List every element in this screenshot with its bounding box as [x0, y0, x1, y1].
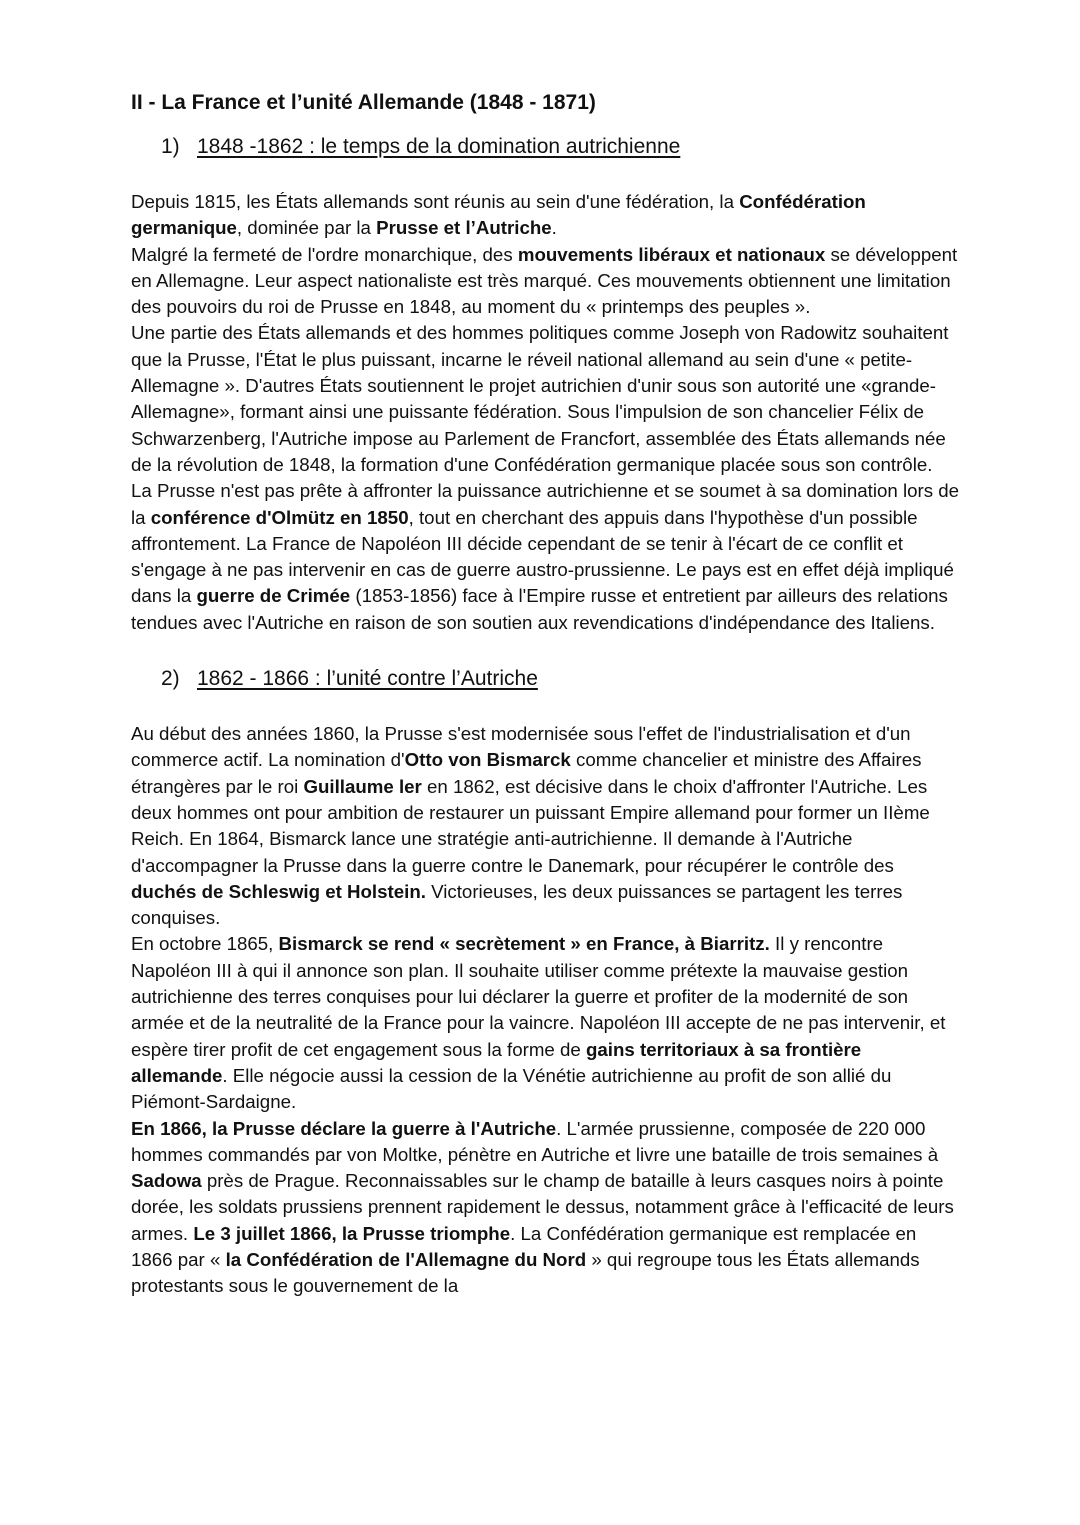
text-run: (1853-1856) face à l'Empire russe et entretient par ailleurs des relations tendues avec l'Autriche en raison de son soutien aux revendications d'indépendance des Italiens.	[131, 585, 948, 633]
text-run: . L'armée prussienne, composée de 220 000 hommes commandés par von Moltke, pénètre en Autriche et livre une bataille de trois semaines à	[131, 1117, 939, 1165]
bold-text: Otto von Bismarck	[404, 749, 571, 771]
section-2-number: 2)	[161, 667, 180, 691]
text-run: , dominée par la	[236, 217, 377, 239]
section-2-heading	[131, 664, 961, 694]
bold-text: En 1866, la Prusse déclare la guerre à l'Autriche	[131, 1117, 557, 1139]
text-run: près de Prague. Reconnaissables sur le champ de bataille à leurs casques noirs à pointe dorée, les soldats prussiens prennent rapidement le dessus, notamment grâce à l'efficacité de leurs armes.	[131, 1170, 954, 1244]
text-run: Une partie des États allemands et des hommes politiques comme Joseph von Radowitz souhaitent que la Prusse, l'État le plus puissant, incarne le réveil national allemand au sein d'une « petite-Allemagne ». D'autres États soutiennent le projet autrichien d'unir sous son autorité une «grande-Allemagne», formant ainsi une puissante fédération. Sous l'impulsion de son chancelier Félix de Schwarzenberg, l'Autriche impose au Parlement de Francfort, assemblée des États allemands née de la révolution de 1848, la formation d'une Confédération germanique placée sous son contrôle.	[131, 322, 949, 475]
bold-text: Sadowa	[131, 1170, 202, 1192]
bold-text: gains territoriaux à sa frontière allemande	[131, 1038, 862, 1086]
text-run: comme chancelier et ministre des Affaires étrangères par le roi	[131, 749, 922, 797]
text-run: La Prusse n'est pas prête à affronter la puissance autrichienne et se soumet à sa domination lors de la	[131, 480, 960, 528]
bold-text: Le 3 juillet 1866, la Prusse triomphe	[193, 1222, 511, 1244]
bold-text: conférence d'Olmütz en 1850	[150, 506, 409, 528]
bold-text: la Confédération de l'Allemagne du Nord	[225, 1248, 587, 1270]
text-run: se développent en Allemagne. Leur aspect nationaliste est très marqué. Ces mouvements obtiennent une limitation des pouvoirs du roi de Prusse en 1848, au moment du « printemps des peuples ».	[131, 243, 958, 318]
section-2-body	[131, 721, 961, 1300]
text-run: » qui regroupe tous les États allemands protestants sous le gouvernement de la	[131, 1248, 920, 1297]
paragraph	[131, 478, 961, 636]
section-1-number: 1)	[161, 135, 180, 158]
bold-text: Bismarck se rend « secrètement » en France, à Biarritz.	[278, 933, 770, 955]
text-run: Au début des années 1860, la Prusse s'est modernisée sous l'effet de l'industrialisation et d'un commerce actif. La nomination d'	[131, 723, 911, 771]
paragraph	[131, 189, 961, 242]
text-run: Victorieuses, les deux puissances se partagent les terres conquises.	[131, 880, 903, 929]
section-1-body	[131, 189, 961, 636]
bold-text: duchés de Schleswig et Holstein.	[131, 880, 426, 902]
section-1-title: 1848 -1862 : le temps de la domination autrichienne	[197, 135, 681, 158]
bold-text: Confédération germanique	[131, 191, 866, 239]
paragraph	[131, 1116, 961, 1300]
paragraph	[131, 242, 961, 321]
paragraph	[131, 931, 961, 1115]
page-title: II - La France et l’unité Allemande (1848 - 1871)	[131, 91, 596, 114]
section-2-title: 1862 - 1866 : l’unité contre l’Autriche	[197, 667, 538, 691]
text-run: Depuis 1815, les États allemands sont réunis au sein d'une fédération, la	[131, 191, 740, 212]
paragraph	[131, 320, 961, 478]
text-run: En octobre 1865,	[131, 933, 279, 955]
text-run: Malgré la fermeté de l'ordre monarchique, des	[131, 243, 518, 265]
paragraph	[131, 721, 961, 931]
text-run: . Elle négocie aussi la cession de la Vénétie autrichienne au profit de son allié du Piémont-Sardaigne.	[131, 1064, 892, 1113]
text-run: en 1862, est décisive dans le choix d'affronter l'Autriche. Les deux hommes ont pour ambition de restaurer un puissant Empire allemand pour former un IIème Reich. En 1864, Bismarck lance une stratégie anti-autrichienne. Il demande à l'Autriche d'accompagner la Prusse dans la guerre contre le Danemark, pour récupérer le contrôle des	[131, 775, 930, 876]
bold-text: Prusse et l’Autriche	[376, 217, 552, 239]
text-run: .	[551, 217, 557, 239]
bold-text: Guillaume ler	[303, 775, 422, 797]
document-page	[131, 88, 961, 1300]
text-run: Il y rencontre Napoléon III à qui il annonce son plan. Il souhaite utiliser comme prétexte la mauvaise gestion autrichienne des terres conquises pour lui déclarer la guerre et profiter de la modernité de son armée et de la neutralité de la France pour la vaincre. Napoléon III accepte de ne pas intervenir, et espère tirer profit de cet engagement sous la forme de	[131, 933, 946, 1060]
bold-text: mouvements libéraux et nationaux	[517, 243, 826, 265]
text-run: , tout en cherchant des appuis dans l'hypothèse d'un possible affrontement. La France de Napoléon III décide cependant de se tenir à l'écart de ce conflit et s'engage à ne pas intervenir en cas de guerre austro-prussienne. Le pays est en effet déjà impliqué dans la	[131, 506, 954, 607]
section-1-heading	[131, 132, 961, 162]
text-run: . La Confédération germanique est remplacée en 1866 par «	[131, 1222, 917, 1270]
bold-text: guerre de Crimée	[196, 585, 351, 607]
